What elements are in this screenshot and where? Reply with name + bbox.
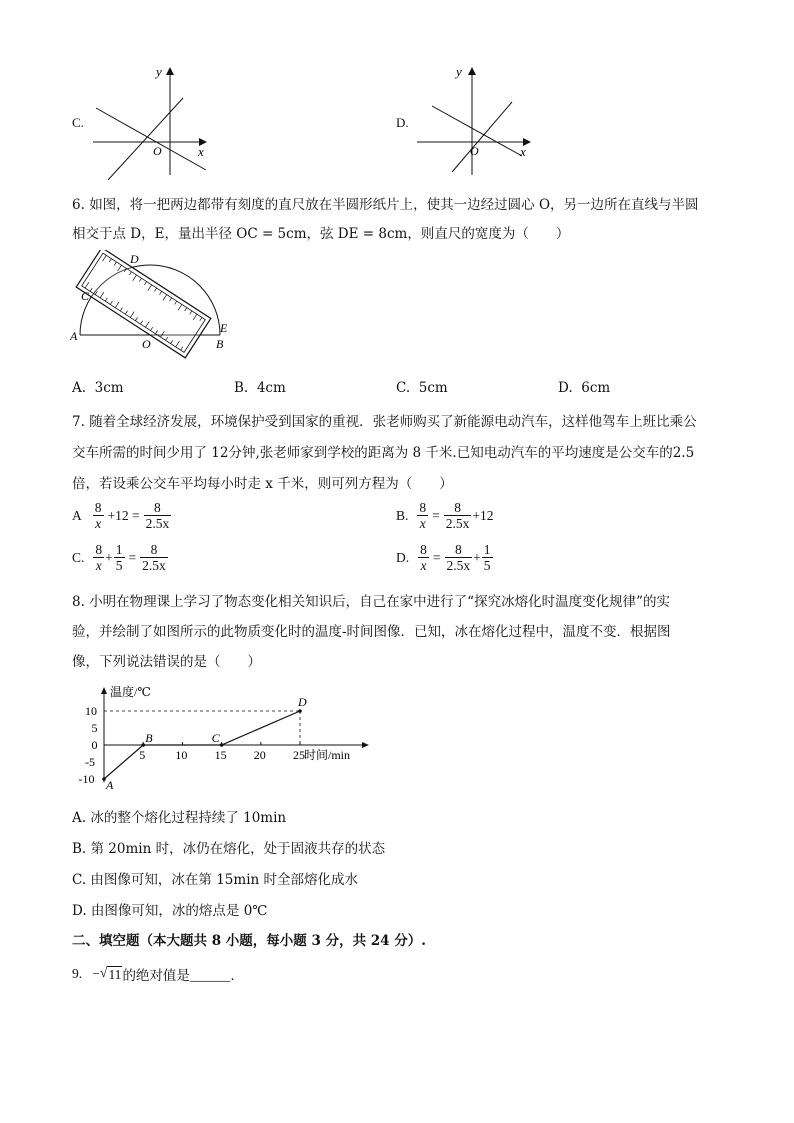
x-tick-label: 5	[139, 748, 146, 762]
minus-sign: −	[92, 966, 100, 981]
point-c-label: C	[211, 731, 220, 745]
q7-option-c: C. $\frac{8}{x}$ + $\frac{1}{5}$ = $\frac{8}{2.5x}$	[72, 542, 166, 573]
line-rising	[108, 98, 183, 180]
temperature-time-chart	[70, 684, 390, 790]
y-tick-label: -10	[78, 772, 95, 786]
graph-option-c	[88, 60, 218, 180]
graph-option-d	[412, 60, 542, 180]
q8-option-b: B. 第 20min 时，冰仍在熔化，处于固液共存的状态	[72, 841, 386, 857]
origin-label: O	[470, 144, 479, 158]
line-rising	[452, 102, 512, 172]
y-tick-label: 10	[85, 704, 97, 718]
question-9-text: 的绝对值是______．	[122, 968, 244, 983]
point-a-label: A	[106, 778, 114, 790]
x-tick-label: 25	[293, 748, 305, 762]
q7-option-b: B. $\frac{8}{x}$ = $\frac{8}{2.5x}$ +12	[396, 500, 494, 531]
question-8-number: 8.	[72, 594, 85, 610]
question-6-number: 6.	[72, 197, 85, 213]
y-axis-arrow	[101, 687, 107, 694]
q8-option-d: D. 由图像可知，冰的熔点是 0℃	[72, 903, 268, 919]
question-6-line-2: 相交于点 D，E，量出半径 OC = 5cm，弦 DE = 8cm，则直尺的宽度为（ ）	[72, 226, 570, 242]
point-b-label: B	[145, 731, 153, 745]
q6-option-d: D. 6cm	[558, 380, 611, 396]
semicircle-ruler-figure	[70, 250, 240, 380]
question-9	[72, 964, 244, 984]
question-7-line-2: 交车所需的时间少用了 12分钟,张老师家到学校的距离为 8 千米.已知电动汽车的平均速度是公交车的2.5	[72, 445, 695, 461]
q8-option-a: A. 冰的整个熔化过程持续了 10min	[72, 810, 287, 826]
question-8-line-1	[72, 590, 670, 610]
question-8-line-2: 验，并绘制了如图所示的此物质变化时的温度-时间图像．已知，冰在熔化过程中，温度不变．根据图	[72, 624, 671, 640]
x-axis-title: 时间/min	[304, 748, 351, 762]
point-a-label: A	[70, 329, 78, 343]
q6-option-b: B. 4cm	[234, 380, 286, 396]
x-axis-arrow	[362, 742, 369, 748]
x-tick-label: 15	[214, 748, 227, 762]
sqrt-sign: √	[99, 966, 108, 981]
point-d	[298, 709, 302, 713]
question-9-number: 9.	[72, 966, 83, 981]
question-6-line-1	[72, 193, 699, 213]
section-2-title: 二、填空题（本大题共 8 小题，每小题 3 分，共 24 分）.	[72, 933, 426, 949]
y-axis-label: y	[156, 64, 162, 79]
option-c-label: C.	[72, 115, 84, 130]
q6-option-c: C. 5cm	[396, 380, 448, 396]
question-7-line-1	[72, 410, 697, 430]
option-d-label: D.	[396, 115, 409, 130]
question-7-text-1: 随着全球经济发展，环境保护受到国家的重视．张老师购买了新能源电动汽车，这样他驾车上班比乘公	[89, 414, 697, 430]
point-e-label: E	[220, 321, 228, 335]
y-axis-label: y	[456, 64, 462, 79]
q7-option-d: D. $\frac{8}{x}$ = $\frac{8}{2.5x}$ + $\frac{1}{5}$	[396, 542, 491, 573]
radicand: 11	[108, 966, 122, 982]
point-d-label: D	[130, 252, 139, 266]
question-7-line-3: 倍，若设乘公交车平均每小时走 x 千米，则可列方程为（ ）	[72, 476, 453, 492]
point-d-label: D	[298, 695, 307, 709]
q6-option-a: A. 3cm	[72, 380, 124, 396]
y-tick-label: 0	[91, 738, 98, 752]
question-8-text-1: 小明在物理课上学习了物态变化相关知识后，自己在家中进行了“探究冰熔化时温度变化规律”的实	[89, 594, 670, 610]
point-b-label: B	[216, 337, 224, 351]
q7-option-a: A $\frac{8}{x}$ +12 = $\frac{8}{2.5x}$	[72, 500, 170, 531]
question-6-text-1: 如图，将一把两边都带有刻度的直尺放在半圆形纸片上，使其一边经过圆心 O，另一边所在直线与半圆	[89, 197, 699, 213]
origin-label: O	[153, 144, 162, 158]
y-tick-label: -5	[85, 755, 95, 769]
q8-option-c: C. 由图像可知，冰在第 15min 时全部熔化成水	[72, 872, 359, 888]
x-axis-label: x	[520, 144, 526, 159]
x-tick-label: 20	[253, 748, 266, 762]
point-o-label: O	[142, 337, 151, 351]
y-tick-label: 5	[91, 721, 98, 735]
x-axis-label: x	[198, 144, 204, 159]
x-tick-label: 10	[175, 748, 188, 762]
question-7-number: 7.	[72, 414, 85, 430]
line-falling	[96, 108, 206, 170]
point-c-label: C	[81, 289, 90, 303]
point-c	[220, 743, 224, 747]
y-axis-title: 温度/℃	[110, 685, 151, 699]
question-8-line-3: 像，下列说法错误的是（ ）	[72, 654, 261, 670]
